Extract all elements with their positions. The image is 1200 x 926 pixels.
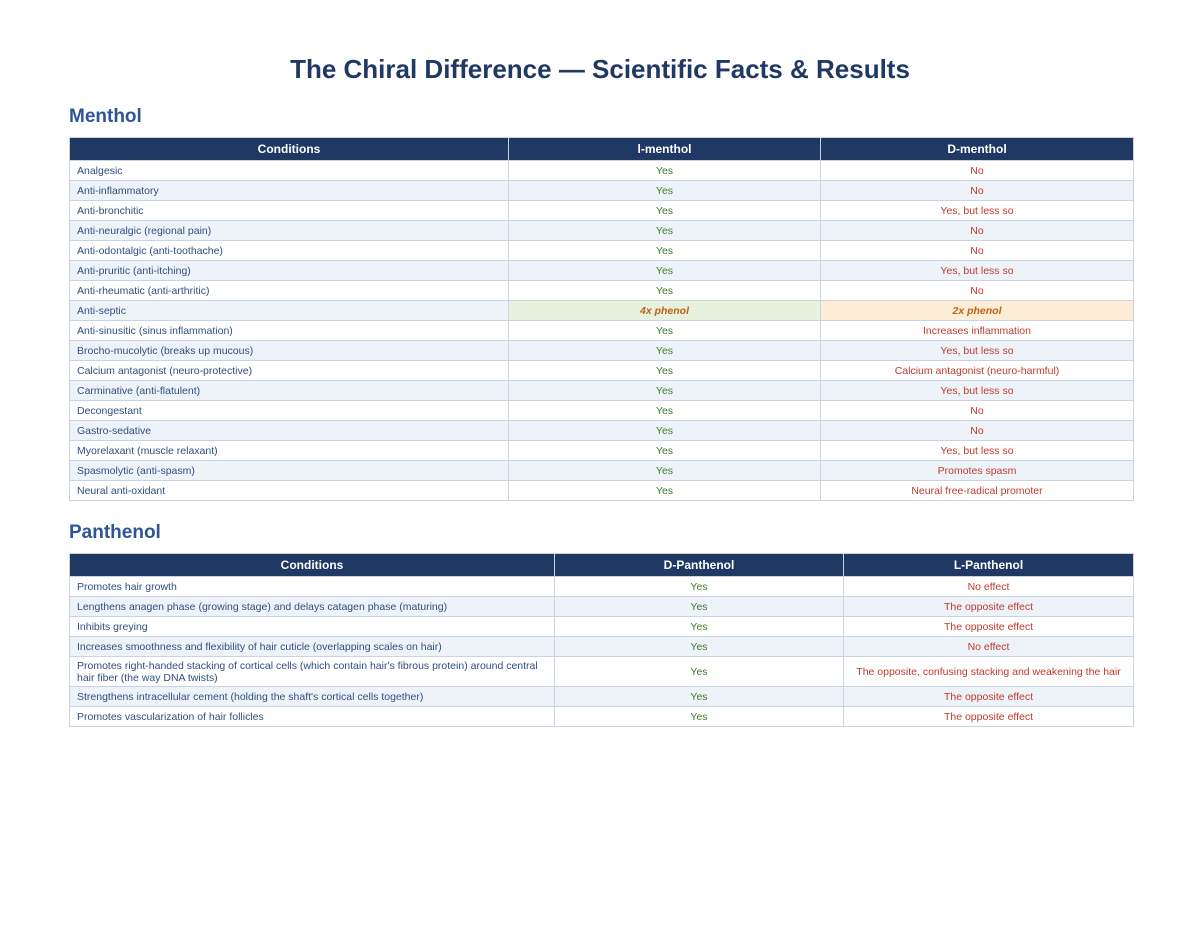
panthenol-header-d-panthenol: D-Panthenol [555, 554, 844, 577]
first-isomer-cell: Yes [555, 577, 844, 597]
table-row [70, 261, 1134, 281]
condition-cell: Anti-inflammatory [70, 181, 509, 201]
table-row [70, 707, 1134, 727]
table-row [70, 597, 1134, 617]
table-row [70, 201, 1134, 221]
menthol-header-conditions: Conditions [70, 138, 509, 161]
first-isomer-cell: Yes [555, 707, 844, 727]
table-row [70, 301, 1134, 321]
condition-cell: Anti-pruritic (anti-itching) [70, 261, 509, 281]
menthol-section-title: Menthol [69, 106, 142, 127]
first-isomer-cell: Yes [509, 381, 821, 401]
table-row [70, 381, 1134, 401]
first-isomer-cell: Yes [509, 401, 821, 421]
second-isomer-cell: Increases inflammation [821, 321, 1134, 341]
condition-cell: Anti-bronchitic [70, 201, 509, 221]
second-isomer-cell: Calcium antagonist (neuro-harmful) [821, 361, 1134, 381]
first-isomer-cell: Yes [555, 597, 844, 617]
table-row [70, 441, 1134, 461]
second-isomer-cell: Yes, but less so [821, 441, 1134, 461]
table-row [70, 341, 1134, 361]
panthenol-table [69, 553, 1134, 727]
condition-cell: Increases smoothness and flexibility of hair cuticle (overlapping scales on hair) [70, 637, 555, 657]
second-isomer-cell: The opposite effect [844, 687, 1134, 707]
table-row [70, 481, 1134, 501]
first-isomer-cell: Yes [509, 181, 821, 201]
condition-cell: Analgesic [70, 161, 509, 181]
first-isomer-cell: Yes [509, 261, 821, 281]
second-isomer-cell: Yes, but less so [821, 261, 1134, 281]
second-isomer-cell: 2x phenol [821, 301, 1134, 321]
second-isomer-cell: No [821, 421, 1134, 441]
first-isomer-cell: Yes [509, 341, 821, 361]
first-isomer-cell: Yes [509, 361, 821, 381]
second-isomer-cell: The opposite effect [844, 617, 1134, 637]
first-isomer-cell: Yes [555, 687, 844, 707]
page-title: The Chiral Difference — Scientific Facts & Results [290, 54, 910, 84]
second-isomer-cell: Yes, but less so [821, 201, 1134, 221]
menthol-header-row [70, 138, 1134, 161]
table-row [70, 181, 1134, 201]
second-isomer-cell: No [821, 401, 1134, 421]
table-row [70, 321, 1134, 341]
table-row [70, 657, 1134, 687]
first-isomer-cell: Yes [509, 481, 821, 501]
condition-cell: Gastro-sedative [70, 421, 509, 441]
first-isomer-cell: Yes [555, 637, 844, 657]
table-row [70, 617, 1134, 637]
second-isomer-cell: The opposite effect [844, 707, 1134, 727]
first-isomer-cell: Yes [509, 281, 821, 301]
second-isomer-cell: No [821, 181, 1134, 201]
first-isomer-cell: Yes [509, 221, 821, 241]
condition-cell: Promotes right-handed stacking of cortical cells (which contain hair's fibrous protein) around central hair fiber (the way DNA twists) [70, 657, 555, 687]
second-isomer-cell: No [821, 281, 1134, 301]
condition-cell: Anti-sinusitic (sinus inflammation) [70, 321, 509, 341]
panthenol-section-title: Panthenol [69, 522, 161, 543]
table-row [70, 281, 1134, 301]
second-isomer-cell: The opposite effect [844, 597, 1134, 617]
panthenol-table-body [70, 577, 1134, 727]
menthol-header-d-menthol: D-menthol [821, 138, 1134, 161]
table-row [70, 401, 1134, 421]
table-row [70, 577, 1134, 597]
condition-cell: Anti-rheumatic (anti-arthritic) [70, 281, 509, 301]
first-isomer-cell: Yes [509, 441, 821, 461]
table-row [70, 421, 1134, 441]
condition-cell: Promotes hair growth [70, 577, 555, 597]
second-isomer-cell: No effect [844, 577, 1134, 597]
condition-cell: Carminative (anti-flatulent) [70, 381, 509, 401]
menthol-header-l-menthol: l-menthol [509, 138, 821, 161]
table-row [70, 241, 1134, 261]
first-isomer-cell: Yes [555, 657, 844, 687]
table-row [70, 687, 1134, 707]
condition-cell: Spasmolytic (anti-spasm) [70, 461, 509, 481]
second-isomer-cell: No [821, 161, 1134, 181]
second-isomer-cell: Yes, but less so [821, 381, 1134, 401]
second-isomer-cell: No effect [844, 637, 1134, 657]
panthenol-header-conditions: Conditions [70, 554, 555, 577]
condition-cell: Promotes vascularization of hair follicles [70, 707, 555, 727]
table-row [70, 161, 1134, 181]
menthol-table [69, 137, 1134, 501]
condition-cell: Inhibits greying [70, 617, 555, 637]
condition-cell: Decongestant [70, 401, 509, 421]
condition-cell: Anti-odontalgic (anti-toothache) [70, 241, 509, 261]
table-row [70, 361, 1134, 381]
condition-cell: Brocho-mucolytic (breaks up mucous) [70, 341, 509, 361]
panthenol-header-l-panthenol: L-Panthenol [844, 554, 1134, 577]
first-isomer-cell: Yes [509, 161, 821, 181]
second-isomer-cell: No [821, 221, 1134, 241]
table-row [70, 461, 1134, 481]
first-isomer-cell: Yes [509, 201, 821, 221]
first-isomer-cell: Yes [509, 461, 821, 481]
second-isomer-cell: No [821, 241, 1134, 261]
second-isomer-cell: Neural free-radical promoter [821, 481, 1134, 501]
second-isomer-cell: The opposite, confusing stacking and weakening the hair [844, 657, 1134, 687]
first-isomer-cell: 4x phenol [509, 301, 821, 321]
menthol-table-body [70, 161, 1134, 501]
condition-cell: Lengthens anagen phase (growing stage) and delays catagen phase (maturing) [70, 597, 555, 617]
condition-cell: Strengthens intracellular cement (holding the shaft's cortical cells together) [70, 687, 555, 707]
condition-cell: Neural anti-oxidant [70, 481, 509, 501]
second-isomer-cell: Promotes spasm [821, 461, 1134, 481]
panthenol-header-row [70, 554, 1134, 577]
first-isomer-cell: Yes [555, 617, 844, 637]
table-row [70, 221, 1134, 241]
condition-cell: Anti-septic [70, 301, 509, 321]
first-isomer-cell: Yes [509, 421, 821, 441]
condition-cell: Myorelaxant (muscle relaxant) [70, 441, 509, 461]
second-isomer-cell: Yes, but less so [821, 341, 1134, 361]
first-isomer-cell: Yes [509, 241, 821, 261]
first-isomer-cell: Yes [509, 321, 821, 341]
condition-cell: Anti-neuralgic (regional pain) [70, 221, 509, 241]
condition-cell: Calcium antagonist (neuro-protective) [70, 361, 509, 381]
table-row [70, 637, 1134, 657]
